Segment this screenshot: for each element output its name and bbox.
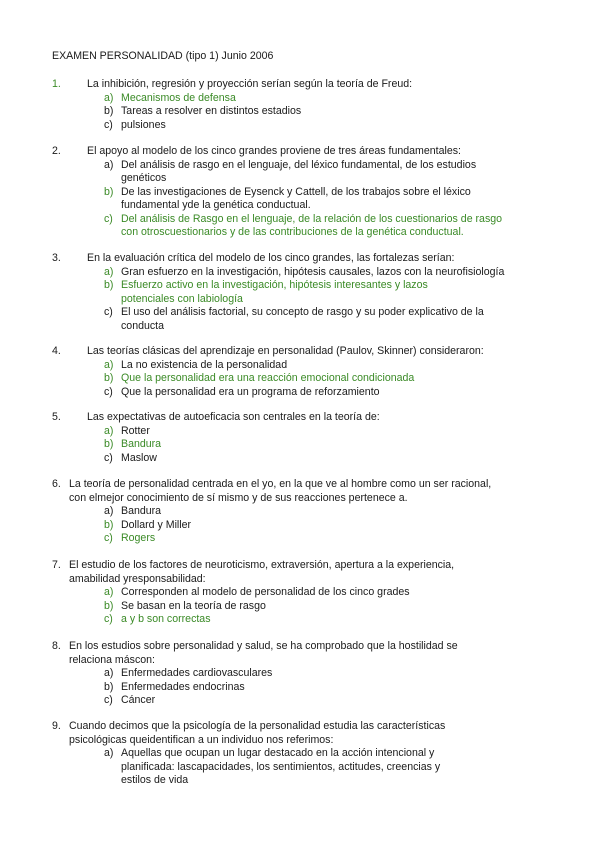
option-label: a) [104,358,114,371]
option-label: c) [104,118,113,131]
option-text: Enfermedades endocrinas [121,680,245,693]
option-text: La no existencia de la personalidad [121,358,288,371]
question-number: 4. [52,345,61,357]
option-label: a) [104,747,114,759]
exam-title: EXAMEN PERSONALIDAD (tipo 1) Junio 2006 [52,50,274,62]
option-label: b) [104,438,114,450]
option-text: Mecanismos de defensa [121,91,236,104]
option-label: b) [104,185,114,198]
question-stem [52,640,552,667]
option-text: Enfermedades cardiovasculares [121,667,273,679]
question-text: El estudio de los factores de neuroticismo, extraversión, apertura a la experiencia, [69,559,455,571]
option-label: c) [104,451,113,464]
option-text: Corresponden al modelo de personalidad de los cinco grades [121,586,410,598]
question-stem [52,145,552,159]
answer-option [52,92,552,106]
option-label: c) [104,385,113,398]
option-label: b) [104,105,114,117]
option-label: a) [104,265,114,278]
question-number: 2. [52,145,61,157]
option-text: Dollard y Miller [121,518,192,531]
answer-option [52,359,552,373]
question-text-cont: amabilidad yresponsabilidad: [69,572,206,585]
option-label: a) [104,667,114,679]
option-text: Bandura [121,438,162,450]
option-label: b) [104,599,114,612]
question-number: 5. [52,411,61,423]
answer-option [52,119,552,133]
question-text-cont: psicológicas queidentifican a un individuo nos referimos: [69,733,334,746]
answer-option [52,372,552,386]
question-text: Las teorías clásicas del aprendizaje en personalidad (Paulov, Skinner) consideraron: [87,345,484,357]
option-text: Rotter [121,424,150,437]
answer-option [52,532,552,546]
option-text: a y b son correctas [121,613,211,625]
question-number: 9. [52,720,61,732]
option-text: Tareas a resolver en distintos estadios [121,105,302,117]
question-text: La inhibición, regresión y proyección serían según la teoría de Freud: [87,78,413,90]
answer-option [52,452,552,466]
question-stem [52,478,552,505]
option-text: Rogers [121,532,156,544]
question-number: 8. [52,640,61,652]
question-text: El apoyo al modelo de los cinco grandes proviene de tres áreas fundamentales: [87,145,461,157]
question-stem [52,720,552,747]
question-number: 3. [52,252,61,264]
option-label: a) [104,505,114,517]
answer-option [52,681,552,695]
question-9 [52,720,552,788]
option-text: Del análisis de Rasgo en el lenguaje, de la relación de los cuestionarios de rasgo con otroscuestionarios y de las contribuciones de la genética conductual. [121,212,503,238]
option-label: b) [104,680,114,693]
option-label: b) [104,279,114,291]
question-2 [52,145,552,240]
answer-option [52,386,552,400]
option-label: c) [104,694,113,706]
option-label: b) [104,518,114,531]
answer-option [52,306,552,333]
answer-option [52,186,552,213]
question-number: 7. [52,559,61,571]
option-text: Del análisis de rasgo en el lenguaje, del léxico fundamental, de los estudios genéticos [121,158,477,184]
answer-option [52,105,552,119]
answer-option [52,747,552,788]
option-text: Que la personalidad era una reacción emocional condicionada [121,372,415,384]
option-label: a) [104,158,114,171]
option-label: c) [104,532,113,544]
question-stem [52,345,552,359]
question-stem [52,78,552,92]
question-stem [52,559,552,586]
answer-option [52,279,552,306]
option-text: Esfuerzo activo en la investigación, hipótesis interesantes y lazos potenciales con labiología [121,279,428,305]
answer-option [52,694,552,708]
question-number: 6. [52,478,61,490]
option-label: a) [104,424,114,437]
question-text: En la evaluación crítica del modelo de los cinco grandes, las fortalezas serían: [87,252,455,264]
answer-option [52,425,552,439]
question-number: 1. [52,78,61,90]
answer-option [52,159,552,186]
answer-option [52,613,552,627]
question-text-cont: relaciona máscon: [69,653,155,666]
answer-option [52,600,552,614]
question-1 [52,78,552,132]
option-label: a) [104,91,114,104]
option-label: b) [104,372,114,384]
answer-option [52,667,552,681]
question-text-cont: con elmejor conocimiento de sí mismo y de sus reacciones pertenece a. [69,491,408,504]
answer-option [52,519,552,533]
question-6 [52,478,552,546]
option-text: De las investigaciones de Eysenck y Cattell, de los trabajos sobre el léxico fundamental yde la genética conductual. [121,185,471,211]
option-text: Maslow [121,451,157,464]
question-text: La teoría de personalidad centrada en el yo, en la que ve al hombre como un ser racional, [69,478,492,490]
option-label: c) [104,306,113,318]
option-text: Cáncer [121,694,156,706]
option-label: c) [104,212,113,225]
question-text: En los estudios sobre personalidad y salud, se ha comprobado que la hostilidad se [69,640,458,652]
option-text: Aquellas que ocupan un lugar destacado en la acción intencional y planificada: lascapacidades, los sentimientos, actitudes, creencias y estilos de vida [121,747,441,786]
question-stem [52,411,552,425]
option-text: Que la personalidad era un programa de reforzamiento [121,385,380,398]
question-8 [52,640,552,708]
option-text: Se basan en la teoría de rasgo [121,599,266,612]
answer-option [52,586,552,600]
option-label: c) [104,613,113,625]
option-text: Gran esfuerzo en la investigación, hipótesis causales, lazos con la neurofisiología [121,265,505,278]
answer-option [52,438,552,452]
question-5 [52,411,552,465]
answer-option [52,213,552,240]
answer-option [52,505,552,519]
question-text: Cuando decimos que la psicología de la personalidad estudia las características [69,720,446,732]
question-text: Las expectativas de autoeficacia son centrales en la teoría de: [87,411,380,423]
question-4 [52,345,552,399]
question-7 [52,559,552,627]
question-3 [52,252,552,333]
option-text: pulsiones [121,118,166,131]
option-text: El uso del análisis factorial, su concepto de rasgo y su poder explicativo de la conducta [121,306,484,332]
option-label: a) [104,586,114,598]
question-stem [52,252,552,266]
answer-option [52,266,552,280]
option-text: Bandura [121,505,162,517]
